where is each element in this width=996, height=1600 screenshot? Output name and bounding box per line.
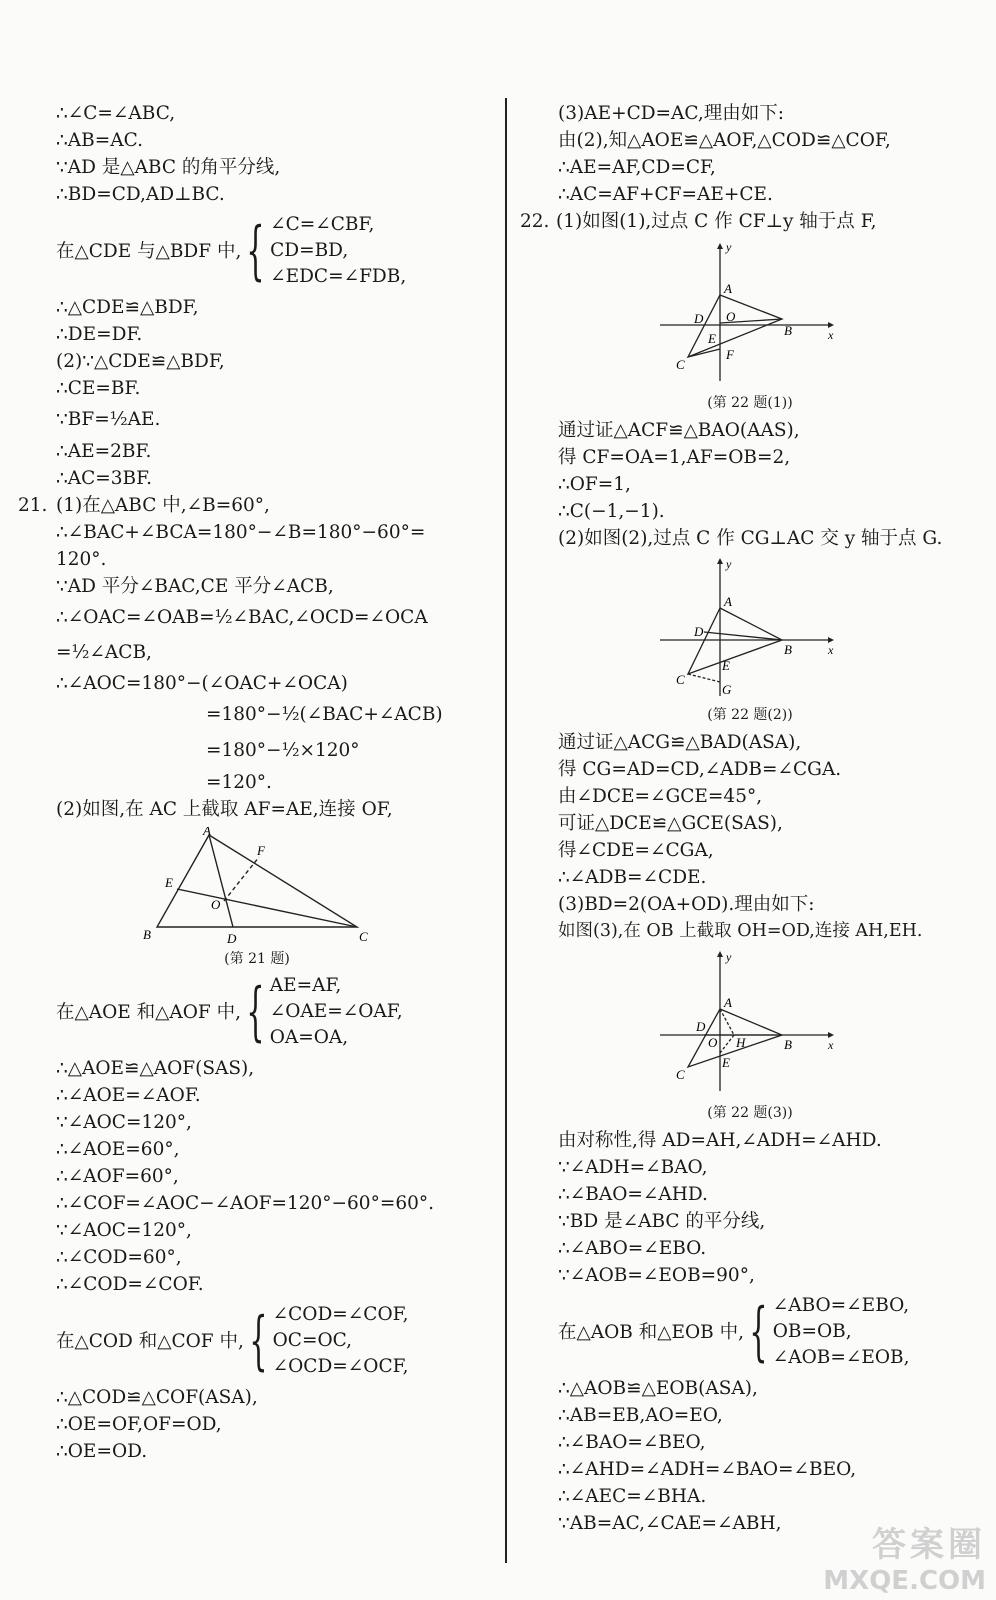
figure-caption: (第 21 题) [224, 951, 290, 967]
equation-system [18, 212, 496, 290]
text-line: ∴∠COD=∠COF. [56, 1274, 204, 1295]
y-arrow-icon [717, 951, 723, 957]
svg-text:x: x [828, 1038, 834, 1052]
svg-text:O: O [211, 897, 221, 912]
text-line: (2)如图,在 AC 上截取 AF=AE,连接 OF, [56, 799, 393, 820]
text-line: ∴△CDE≌△BDF, [56, 297, 199, 318]
system-label: 在△CDE 与△BDF 中, [56, 240, 242, 262]
svg-text:x: x [828, 643, 834, 657]
y-arrow-icon [717, 558, 723, 564]
figure-caption: (第 22 题(3)) [707, 1105, 793, 1121]
text-line: ∴∠ABO=∠EBO. [558, 1238, 707, 1259]
triangle-diagram [137, 827, 377, 945]
system-item: ∠OAE=∠OAF, [269, 1001, 403, 1022]
text-line: ∴AB=AC. [56, 130, 143, 151]
system-item: OB=OB, [772, 1321, 852, 1342]
watermark [823, 1517, 986, 1596]
system-label: 在△COD 和△COF 中, [56, 1330, 244, 1352]
system-label: 在△AOE 和△AOF 中, [56, 1001, 241, 1023]
figure-22-2 [520, 556, 980, 725]
watermark-url: MXQE.COM [823, 1566, 986, 1596]
text-line: ∴AE=2BF. [56, 441, 152, 462]
question-number: 22. [520, 211, 550, 232]
svg-text:D: D [694, 311, 704, 326]
figure-caption: (第 22 题(1)) [707, 395, 793, 411]
system-item: ∠ABO=∠EBO, [772, 1295, 910, 1316]
text-line: ∴OE=OF,OF=OD, [56, 1414, 222, 1435]
left-column [18, 100, 496, 1465]
text-line: ∴△COD≌△COF(ASA), [56, 1387, 258, 1408]
figure-caption: (第 22 题(2)) [707, 707, 793, 723]
figure-22-3 [520, 949, 980, 1123]
text-line: ∴AE=AF,CD=CF, [558, 157, 716, 178]
right-column [520, 100, 980, 1537]
system-item: CD=BD, [270, 240, 349, 261]
equation-system [18, 973, 496, 1051]
svg-text:A: A [724, 995, 732, 1010]
brace-icon: { [249, 1304, 268, 1378]
question-number: 21. [18, 495, 48, 516]
text-line: =180°−½×120° [206, 740, 360, 761]
svg-text:A: A [724, 281, 732, 296]
text-line: 得∠CDE=∠CGA, [558, 840, 714, 861]
system-item: ∠OCD=∠OCF, [272, 1356, 409, 1377]
text-line: ∴△AOB≌△EOB(ASA), [558, 1378, 758, 1399]
brace-icon: { [246, 214, 265, 288]
svg-text:y: y [726, 557, 732, 571]
svg-text:C: C [676, 1067, 685, 1082]
text-line: ∴∠OAC=∠OAB=½∠BAC,∠OCD=∠OCA [56, 607, 428, 628]
text-line: ∴∠AOC=180°−(∠OAC+∠OCA) [56, 673, 348, 694]
text-line: ∴∠AHD=∠ADH=∠BAO=∠BEO, [558, 1459, 857, 1480]
watermark-title: 答案圈 [872, 1525, 986, 1565]
text-line: ∵AD 是△ABC 的角平分线, [56, 157, 281, 178]
svg-text:C: C [676, 672, 685, 687]
svg-text:B: B [784, 1037, 792, 1052]
text-line: 得 CF=OA=1,AF=OB=2, [558, 447, 791, 468]
svg-text:E: E [722, 658, 730, 673]
y-arrow-icon [717, 243, 723, 249]
text-line: ∵BD 是∠ABC 的平分线, [558, 1211, 766, 1232]
svg-text:A: A [724, 594, 732, 609]
text-line: =½∠ACB, [56, 642, 152, 663]
svg-text:y: y [726, 950, 732, 964]
text-line: ∵∠AOC=120°, [56, 1220, 192, 1241]
text-line: (1)在△ABC 中,∠B=60°, [56, 495, 270, 516]
text-line: 通过证△ACG≌△BAD(ASA), [558, 732, 802, 753]
figure-21 [18, 827, 496, 969]
svg-text:E: E [722, 1055, 730, 1070]
system-label: 在△AOB 和△EOB 中, [558, 1321, 744, 1343]
svg-text:O: O [726, 309, 736, 324]
text-line: =180°−½(∠BAC+∠ACB) [206, 704, 443, 725]
svg-text:B: B [143, 927, 151, 942]
system-item: ∠AOB=∠EOB, [772, 1347, 910, 1368]
brace-icon: { [246, 975, 265, 1049]
text-line: ∴∠BAO=∠BEO, [558, 1432, 706, 1453]
svg-text:D: D [227, 931, 237, 945]
equation-system [18, 1302, 496, 1380]
text-line: 通过证△ACF≌△BAO(AAS), [558, 420, 800, 441]
coordinate-diagram [650, 949, 850, 1099]
svg-text:O: O [708, 1035, 718, 1050]
text-line: ∴OF=1, [558, 474, 631, 495]
system-item: OC=OC, [272, 1330, 353, 1351]
svg-text:C: C [676, 357, 685, 372]
svg-text:B: B [784, 642, 792, 657]
svg-text:F: F [257, 843, 265, 858]
coordinate-diagram [650, 556, 850, 701]
system-item: ∠C=∠CBF, [270, 214, 375, 235]
text-line: ∵∠AOC=120°, [56, 1112, 192, 1133]
svg-text:x: x [828, 328, 834, 342]
text-line: =120°. [206, 772, 272, 793]
system-item: OA=OA, [269, 1027, 349, 1048]
svg-text:D: D [696, 1019, 706, 1034]
text-line: ∴∠C=∠ABC, [56, 103, 176, 124]
text-line: ∴BD=CD,AD⊥BC. [56, 184, 225, 205]
column-divider [505, 98, 507, 1563]
svg-text:E: E [165, 875, 173, 890]
text-line: 由∠DCE=∠GCE=45°, [558, 786, 763, 807]
svg-text:D: D [694, 624, 704, 639]
text-line: ∴∠AOF=60°, [56, 1166, 179, 1187]
text-line: ∴∠AOE=60°, [56, 1139, 180, 1160]
text-line: ∴△AOE≌△AOF(SAS), [56, 1058, 255, 1079]
svg-text:E: E [708, 331, 716, 346]
text-line: (2)如图(2),过点 C 作 CG⊥AC 交 y 轴于点 G. [558, 528, 943, 549]
coordinate-diagram [650, 239, 850, 389]
text-line: ∴OE=OD. [56, 1441, 148, 1462]
text-line: ∴∠BAC+∠BCA=180°−∠B=180°−60°= [56, 522, 426, 543]
text-line: ∴DE=DF. [56, 324, 143, 345]
text-line: 可证△DCE≌△GCE(SAS), [558, 813, 783, 834]
text-line: ∴∠COD=60°, [56, 1247, 182, 1268]
text-line: ∴∠AOE=∠AOF. [56, 1085, 201, 1106]
text-line: ∴AC=AF+CF=AE+CE. [558, 184, 773, 205]
svg-text:C: C [359, 929, 368, 944]
text-line: 由(2),知△AOE≌△AOF,△COD≌△COF, [558, 130, 891, 151]
text-line: ∵∠ADH=∠BAO, [558, 1157, 708, 1178]
system-item: AE=AF, [269, 975, 342, 996]
text-line: ∴CE=BF. [56, 378, 141, 399]
text-line: 由对称性,得 AD=AH,∠ADH=∠AHD. [558, 1130, 882, 1151]
svg-text:y: y [726, 240, 732, 254]
equation-system [520, 1293, 980, 1371]
text-line: 如图(3),在 OB 上截取 OH=OD,连接 AH,EH. [558, 921, 923, 941]
text-line: (2)∵△CDE≌△BDF, [56, 351, 225, 372]
text-line: 120°. [56, 549, 107, 570]
text-line: ∵∠AOB=∠EOB=90°, [558, 1265, 755, 1286]
text-line: (1)如图(1),过点 C 作 CF⊥y 轴于点 F, [556, 211, 877, 232]
text-line: ∴∠ADB=∠CDE. [558, 867, 707, 888]
text-line: ∴AB=EB,AO=EO, [558, 1405, 723, 1426]
system-item: ∠COD=∠COF, [272, 1304, 409, 1325]
svg-text:G: G [722, 682, 732, 697]
text-line: (3)AE+CD=AC,理由如下: [558, 103, 785, 124]
text-line: ∵BF=½AE. [56, 409, 161, 430]
text-line: ∴∠COF=∠AOC−∠AOF=120°−60°=60°. [56, 1193, 435, 1214]
svg-text:H: H [736, 1035, 746, 1050]
brace-icon: { [749, 1295, 768, 1369]
text-line: (3)BD=2(OA+OD).理由如下: [558, 894, 815, 915]
text-line: ∴∠AEC=∠BHA. [558, 1486, 707, 1507]
system-item: ∠EDC=∠FDB, [270, 266, 407, 287]
question-22 [520, 208, 980, 235]
text-line: ∴AC=3BF. [56, 468, 152, 489]
question-21 [18, 492, 496, 823]
text-line: ∵AB=AC,∠CAE=∠ABH, [558, 1513, 782, 1534]
figure-22-1 [520, 239, 980, 413]
text-line: ∴C(−1,−1). [558, 501, 665, 522]
text-line: 得 CG=AD=CD,∠ADB=∠CGA. [558, 759, 842, 780]
svg-text:F: F [726, 347, 734, 362]
svg-text:B: B [784, 323, 792, 338]
text-line: ∴∠BAO=∠AHD. [558, 1184, 708, 1205]
svg-text:A: A [203, 827, 211, 838]
text-line: ∵AD 平分∠BAC,CE 平分∠ACB, [56, 576, 334, 597]
